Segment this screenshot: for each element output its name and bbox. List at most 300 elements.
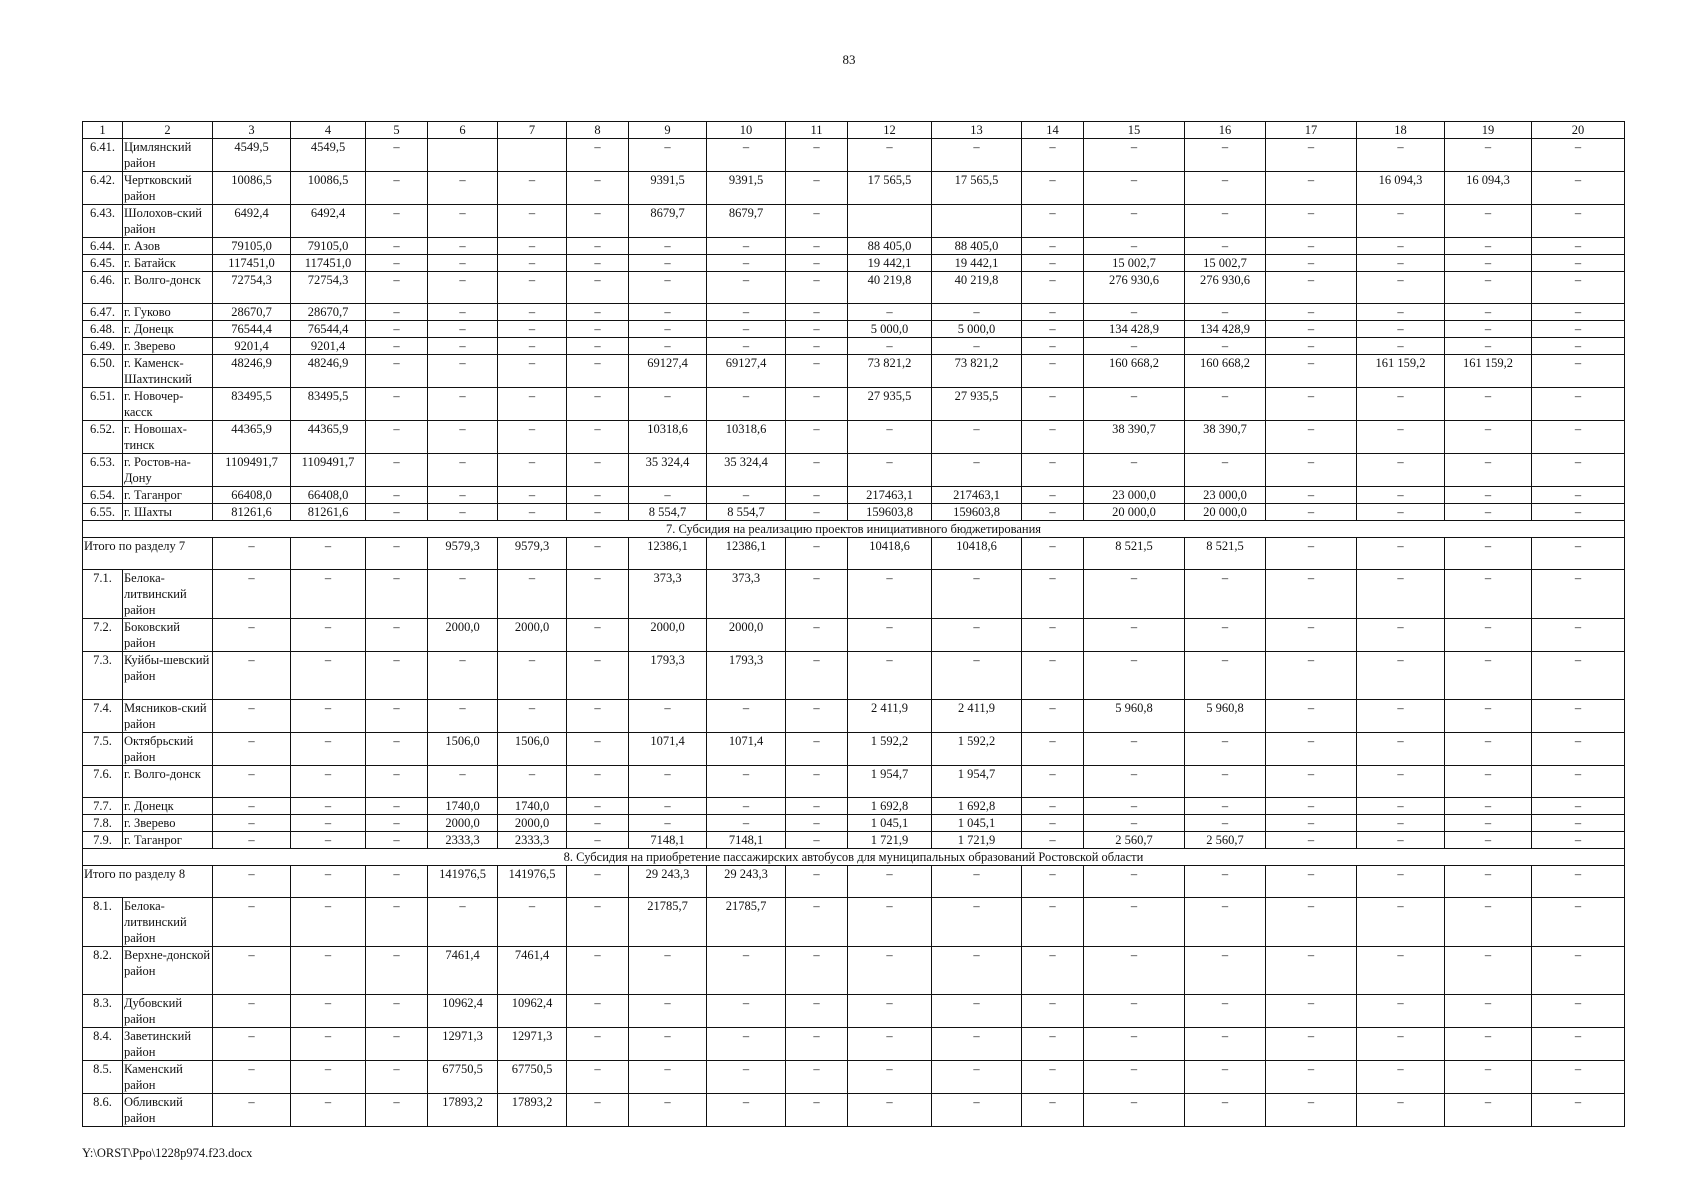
value-cell: – bbox=[366, 238, 428, 255]
value-cell: – bbox=[1445, 421, 1532, 454]
value-cell: – bbox=[498, 700, 567, 733]
value-cell: – bbox=[1084, 139, 1185, 172]
value-cell: – bbox=[1532, 355, 1625, 388]
value-cell: – bbox=[1266, 570, 1357, 619]
value-cell: – bbox=[932, 652, 1022, 700]
value-cell: – bbox=[1084, 172, 1185, 205]
value-cell: – bbox=[1022, 619, 1084, 652]
value-cell: – bbox=[1084, 815, 1185, 832]
column-number-header bbox=[83, 122, 1625, 139]
value-cell: 373,3 bbox=[629, 570, 707, 619]
value-cell: 15 002,7 bbox=[1185, 255, 1266, 272]
value-cell: – bbox=[567, 421, 629, 454]
value-cell: – bbox=[786, 321, 848, 338]
value-cell: – bbox=[1185, 1028, 1266, 1061]
value-cell: – bbox=[291, 798, 366, 815]
value-cell: – bbox=[1357, 421, 1445, 454]
value-cell: – bbox=[1357, 1094, 1445, 1127]
value-cell: – bbox=[1185, 798, 1266, 815]
value-cell: – bbox=[213, 733, 291, 766]
column-header-cell: 18 bbox=[1357, 122, 1445, 139]
value-cell: 1109491,7 bbox=[213, 454, 291, 487]
value-cell: – bbox=[1266, 766, 1357, 798]
value-cell: – bbox=[707, 388, 786, 421]
value-cell: – bbox=[366, 538, 428, 570]
value-cell: – bbox=[1357, 619, 1445, 652]
value-cell: – bbox=[1266, 272, 1357, 304]
value-cell: – bbox=[1445, 798, 1532, 815]
value-cell: – bbox=[1357, 947, 1445, 995]
value-cell: – bbox=[707, 947, 786, 995]
value-cell: – bbox=[786, 255, 848, 272]
row-number: 7.4. bbox=[83, 700, 123, 733]
value-cell: 7461,4 bbox=[428, 947, 498, 995]
value-cell: – bbox=[848, 898, 932, 947]
value-cell: – bbox=[1445, 139, 1532, 172]
value-cell: – bbox=[366, 421, 428, 454]
table-row bbox=[83, 321, 1625, 338]
value-cell: – bbox=[428, 338, 498, 355]
value-cell: 72754,3 bbox=[291, 272, 366, 304]
value-cell: – bbox=[1445, 1094, 1532, 1127]
value-cell: – bbox=[567, 947, 629, 995]
value-cell: – bbox=[1357, 995, 1445, 1028]
value-cell: 217463,1 bbox=[932, 487, 1022, 504]
value-cell: – bbox=[1022, 538, 1084, 570]
value-cell: 17 565,5 bbox=[932, 172, 1022, 205]
value-cell: 40 219,8 bbox=[932, 272, 1022, 304]
value-cell: – bbox=[1532, 1094, 1625, 1127]
value-cell: 2333,3 bbox=[498, 832, 567, 849]
value-cell: – bbox=[366, 504, 428, 521]
value-cell: – bbox=[213, 866, 291, 898]
value-cell: – bbox=[629, 321, 707, 338]
value-cell: 12971,3 bbox=[428, 1028, 498, 1061]
municipality-name: Чертковский район bbox=[123, 172, 213, 205]
value-cell: – bbox=[1445, 733, 1532, 766]
value-cell: – bbox=[786, 538, 848, 570]
value-cell: – bbox=[1266, 619, 1357, 652]
value-cell: 160 668,2 bbox=[1084, 355, 1185, 388]
value-cell: – bbox=[1266, 172, 1357, 205]
value-cell: – bbox=[567, 139, 629, 172]
municipality-name: г. Волго-донск bbox=[123, 272, 213, 304]
value-cell: – bbox=[428, 388, 498, 421]
row-number: 8.3. bbox=[83, 995, 123, 1028]
value-cell: – bbox=[1445, 652, 1532, 700]
value-cell: – bbox=[786, 1028, 848, 1061]
value-cell: – bbox=[366, 866, 428, 898]
row-number: 6.46. bbox=[83, 272, 123, 304]
value-cell: – bbox=[1084, 995, 1185, 1028]
row-number: 6.51. bbox=[83, 388, 123, 421]
value-cell: – bbox=[1266, 700, 1357, 733]
value-cell: – bbox=[366, 255, 428, 272]
value-cell: – bbox=[707, 995, 786, 1028]
value-cell: – bbox=[786, 898, 848, 947]
value-cell: – bbox=[567, 205, 629, 238]
table-row bbox=[83, 652, 1625, 700]
table-row bbox=[83, 1094, 1625, 1127]
value-cell: 373,3 bbox=[707, 570, 786, 619]
value-cell: 28670,7 bbox=[213, 304, 291, 321]
value-cell: 1109491,7 bbox=[291, 454, 366, 487]
value-cell: 76544,4 bbox=[213, 321, 291, 338]
value-cell: – bbox=[498, 304, 567, 321]
value-cell: 2000,0 bbox=[428, 619, 498, 652]
value-cell: – bbox=[213, 619, 291, 652]
value-cell: 12386,1 bbox=[707, 538, 786, 570]
value-cell: – bbox=[1022, 898, 1084, 947]
value-cell: – bbox=[567, 504, 629, 521]
value-cell: – bbox=[1532, 338, 1625, 355]
value-cell: – bbox=[567, 815, 629, 832]
value-cell: – bbox=[1445, 832, 1532, 849]
row-number: 6.54. bbox=[83, 487, 123, 504]
value-cell: 1 721,9 bbox=[848, 832, 932, 849]
value-cell: – bbox=[786, 832, 848, 849]
value-cell: – bbox=[786, 995, 848, 1028]
value-cell: 276 930,6 bbox=[1185, 272, 1266, 304]
row-number: 7.3. bbox=[83, 652, 123, 700]
value-cell: – bbox=[1084, 766, 1185, 798]
value-cell: 5 960,8 bbox=[1185, 700, 1266, 733]
value-cell: 217463,1 bbox=[848, 487, 932, 504]
value-cell: – bbox=[567, 1028, 629, 1061]
value-cell: – bbox=[498, 321, 567, 338]
value-cell: – bbox=[1185, 388, 1266, 421]
value-cell: – bbox=[1266, 338, 1357, 355]
value-cell: – bbox=[1445, 766, 1532, 798]
value-cell: 1 954,7 bbox=[848, 766, 932, 798]
value-cell: 27 935,5 bbox=[848, 388, 932, 421]
value-cell: – bbox=[1357, 898, 1445, 947]
value-cell: – bbox=[1445, 238, 1532, 255]
table-row bbox=[83, 255, 1625, 272]
value-cell: – bbox=[1084, 1094, 1185, 1127]
table-row bbox=[83, 1061, 1625, 1094]
municipality-name: г. Донецк bbox=[123, 321, 213, 338]
value-cell: – bbox=[291, 947, 366, 995]
value-cell: – bbox=[1266, 1028, 1357, 1061]
table-row bbox=[83, 1028, 1625, 1061]
value-cell: – bbox=[213, 898, 291, 947]
value-cell: – bbox=[1445, 304, 1532, 321]
value-cell: – bbox=[1266, 947, 1357, 995]
value-cell: 276 930,6 bbox=[1084, 272, 1185, 304]
value-cell: – bbox=[932, 1061, 1022, 1094]
value-cell: 9201,4 bbox=[291, 338, 366, 355]
value-cell: – bbox=[786, 619, 848, 652]
value-cell: – bbox=[707, 1028, 786, 1061]
value-cell: – bbox=[786, 766, 848, 798]
total-label: Итого по разделу 8 bbox=[83, 866, 213, 898]
value-cell: – bbox=[1532, 139, 1625, 172]
value-cell: – bbox=[707, 487, 786, 504]
value-cell: 81261,6 bbox=[213, 504, 291, 521]
value-cell: – bbox=[366, 700, 428, 733]
value-cell: 1 592,2 bbox=[932, 733, 1022, 766]
value-cell: 4549,5 bbox=[291, 139, 366, 172]
value-cell: – bbox=[1266, 798, 1357, 815]
value-cell: 7148,1 bbox=[707, 832, 786, 849]
value-cell: – bbox=[1532, 538, 1625, 570]
value-cell: – bbox=[1445, 700, 1532, 733]
value-cell: – bbox=[498, 272, 567, 304]
value-cell: – bbox=[428, 304, 498, 321]
value-cell: – bbox=[1022, 995, 1084, 1028]
value-cell: – bbox=[1532, 652, 1625, 700]
row-number: 6.48. bbox=[83, 321, 123, 338]
value-cell: – bbox=[291, 538, 366, 570]
value-cell: – bbox=[428, 454, 498, 487]
row-number: 8.4. bbox=[83, 1028, 123, 1061]
value-cell: – bbox=[932, 947, 1022, 995]
value-cell: 73 821,2 bbox=[848, 355, 932, 388]
value-cell: – bbox=[1266, 205, 1357, 238]
value-cell: – bbox=[786, 454, 848, 487]
value-cell: – bbox=[567, 321, 629, 338]
table-row bbox=[83, 487, 1625, 504]
value-cell: – bbox=[366, 1094, 428, 1127]
value-cell: 9579,3 bbox=[428, 538, 498, 570]
value-cell: – bbox=[1532, 947, 1625, 995]
value-cell: 15 002,7 bbox=[1084, 255, 1185, 272]
value-cell: – bbox=[213, 947, 291, 995]
value-cell: – bbox=[1445, 321, 1532, 338]
value-cell: – bbox=[366, 205, 428, 238]
value-cell: – bbox=[428, 570, 498, 619]
value-cell: 2000,0 bbox=[629, 619, 707, 652]
table-row bbox=[83, 238, 1625, 255]
value-cell: – bbox=[629, 798, 707, 815]
value-cell: 5 000,0 bbox=[848, 321, 932, 338]
value-cell: – bbox=[498, 898, 567, 947]
value-cell: – bbox=[707, 238, 786, 255]
value-cell: – bbox=[1357, 338, 1445, 355]
value-cell: – bbox=[707, 272, 786, 304]
value-cell: – bbox=[366, 388, 428, 421]
section-title: 8. Субсидия на приобретение пассажирских автобусов для муниципальных образований Ростовской области bbox=[83, 849, 1625, 866]
value-cell: 5 000,0 bbox=[932, 321, 1022, 338]
value-cell: – bbox=[1084, 947, 1185, 995]
value-cell: – bbox=[1266, 995, 1357, 1028]
table-row bbox=[83, 172, 1625, 205]
value-cell: – bbox=[629, 700, 707, 733]
table-row bbox=[83, 815, 1625, 832]
value-cell: 40 219,8 bbox=[848, 272, 932, 304]
value-cell: 6492,4 bbox=[213, 205, 291, 238]
value-cell: 48246,9 bbox=[291, 355, 366, 388]
value-cell: – bbox=[786, 1094, 848, 1127]
value-cell: – bbox=[1266, 421, 1357, 454]
value-cell: – bbox=[1022, 321, 1084, 338]
column-header-cell: 20 bbox=[1532, 122, 1625, 139]
value-cell: – bbox=[291, 733, 366, 766]
value-cell: – bbox=[1357, 238, 1445, 255]
value-cell: 10418,6 bbox=[932, 538, 1022, 570]
value-cell: – bbox=[848, 570, 932, 619]
row-number: 7.7. bbox=[83, 798, 123, 815]
value-cell: – bbox=[1266, 538, 1357, 570]
value-cell: 2 411,9 bbox=[932, 700, 1022, 733]
value-cell: – bbox=[786, 570, 848, 619]
table-row bbox=[83, 832, 1625, 849]
value-cell: – bbox=[213, 766, 291, 798]
value-cell: – bbox=[1185, 172, 1266, 205]
value-cell: – bbox=[366, 798, 428, 815]
value-cell: – bbox=[428, 766, 498, 798]
table-body bbox=[83, 122, 1625, 1127]
value-cell: – bbox=[786, 205, 848, 238]
value-cell: 23 000,0 bbox=[1084, 487, 1185, 504]
value-cell: 141976,5 bbox=[498, 866, 567, 898]
column-header-cell: 14 bbox=[1022, 122, 1084, 139]
value-cell: – bbox=[291, 766, 366, 798]
value-cell: – bbox=[498, 172, 567, 205]
value-cell: – bbox=[213, 1061, 291, 1094]
value-cell: – bbox=[1266, 652, 1357, 700]
table-row bbox=[83, 272, 1625, 304]
value-cell: – bbox=[786, 733, 848, 766]
table-row bbox=[83, 995, 1625, 1028]
row-number: 8.5. bbox=[83, 1061, 123, 1094]
value-cell: – bbox=[932, 866, 1022, 898]
value-cell: – bbox=[1357, 798, 1445, 815]
value-cell: – bbox=[428, 421, 498, 454]
value-cell: – bbox=[1357, 205, 1445, 238]
value-cell: – bbox=[1185, 570, 1266, 619]
value-cell: – bbox=[1084, 205, 1185, 238]
value-cell: – bbox=[629, 238, 707, 255]
value-cell: – bbox=[848, 1061, 932, 1094]
value-cell: 141976,5 bbox=[428, 866, 498, 898]
section-title: 7. Субсидия на реализацию проектов инициативного бюджетирования bbox=[83, 521, 1625, 538]
municipality-name: Шолохов-ский район bbox=[123, 205, 213, 238]
value-cell: – bbox=[428, 504, 498, 521]
value-cell: – bbox=[1022, 570, 1084, 619]
value-cell: – bbox=[1084, 338, 1185, 355]
value-cell: – bbox=[629, 995, 707, 1028]
table-row bbox=[83, 947, 1625, 995]
value-cell: – bbox=[786, 421, 848, 454]
value-cell: 159603,8 bbox=[848, 504, 932, 521]
value-cell: – bbox=[1357, 487, 1445, 504]
value-cell: – bbox=[366, 832, 428, 849]
value-cell: – bbox=[291, 866, 366, 898]
value-cell: – bbox=[1532, 619, 1625, 652]
value-cell: 2000,0 bbox=[707, 619, 786, 652]
value-cell: – bbox=[932, 619, 1022, 652]
value-cell: – bbox=[1532, 454, 1625, 487]
value-cell: – bbox=[1022, 733, 1084, 766]
value-cell: – bbox=[1445, 995, 1532, 1028]
value-cell: – bbox=[932, 1094, 1022, 1127]
value-cell: – bbox=[1266, 321, 1357, 338]
value-cell: – bbox=[848, 454, 932, 487]
value-cell: 2 560,7 bbox=[1185, 832, 1266, 849]
value-cell: – bbox=[1532, 272, 1625, 304]
value-cell: – bbox=[629, 1094, 707, 1127]
value-cell: – bbox=[498, 652, 567, 700]
value-cell: 72754,3 bbox=[213, 272, 291, 304]
value-cell: – bbox=[1532, 421, 1625, 454]
value-cell: – bbox=[932, 1028, 1022, 1061]
value-cell: 29 243,3 bbox=[707, 866, 786, 898]
value-cell: – bbox=[1185, 139, 1266, 172]
value-cell: – bbox=[366, 487, 428, 504]
value-cell: – bbox=[366, 454, 428, 487]
value-cell: – bbox=[567, 1094, 629, 1127]
table-row bbox=[83, 338, 1625, 355]
table-row bbox=[83, 421, 1625, 454]
value-cell: – bbox=[498, 338, 567, 355]
value-cell: 10962,4 bbox=[428, 995, 498, 1028]
value-cell: – bbox=[213, 832, 291, 849]
table-row bbox=[83, 388, 1625, 421]
value-cell: – bbox=[1357, 1061, 1445, 1094]
value-cell: – bbox=[291, 1094, 366, 1127]
value-cell: – bbox=[366, 947, 428, 995]
value-cell: – bbox=[366, 338, 428, 355]
value-cell: – bbox=[366, 304, 428, 321]
municipality-name: г. Донецк bbox=[123, 798, 213, 815]
table-row bbox=[83, 139, 1625, 172]
value-cell: – bbox=[1532, 255, 1625, 272]
value-cell: – bbox=[1532, 832, 1625, 849]
value-cell: – bbox=[567, 832, 629, 849]
value-cell: – bbox=[848, 139, 932, 172]
value-cell: – bbox=[1532, 487, 1625, 504]
value-cell: – bbox=[1022, 832, 1084, 849]
value-cell: – bbox=[1532, 766, 1625, 798]
municipality-name: г. Азов bbox=[123, 238, 213, 255]
page-number: 83 bbox=[842, 52, 856, 67]
value-cell: 16 094,3 bbox=[1357, 172, 1445, 205]
value-cell: – bbox=[786, 866, 848, 898]
row-number: 7.9. bbox=[83, 832, 123, 849]
value-cell: – bbox=[291, 652, 366, 700]
value-cell: – bbox=[1532, 798, 1625, 815]
value-cell: – bbox=[1532, 995, 1625, 1028]
value-cell: – bbox=[1084, 652, 1185, 700]
value-cell: – bbox=[1266, 898, 1357, 947]
column-header-cell: 3 bbox=[213, 122, 291, 139]
value-cell: 1 045,1 bbox=[932, 815, 1022, 832]
value-cell: – bbox=[213, 995, 291, 1028]
value-cell: – bbox=[567, 355, 629, 388]
value-cell: – bbox=[786, 272, 848, 304]
value-cell: – bbox=[567, 995, 629, 1028]
value-cell: 1 045,1 bbox=[848, 815, 932, 832]
value-cell: – bbox=[1266, 815, 1357, 832]
value-cell: – bbox=[1266, 487, 1357, 504]
value-cell: – bbox=[629, 487, 707, 504]
value-cell: 10318,6 bbox=[707, 421, 786, 454]
value-cell: – bbox=[428, 321, 498, 338]
value-cell: 76544,4 bbox=[291, 321, 366, 338]
value-cell: 12386,1 bbox=[629, 538, 707, 570]
value-cell: – bbox=[1445, 487, 1532, 504]
value-cell: – bbox=[498, 238, 567, 255]
value-cell: – bbox=[498, 255, 567, 272]
value-cell: 7148,1 bbox=[629, 832, 707, 849]
row-number: 8.6. bbox=[83, 1094, 123, 1127]
value-cell: – bbox=[213, 538, 291, 570]
value-cell: 7461,4 bbox=[498, 947, 567, 995]
value-cell: – bbox=[1022, 272, 1084, 304]
value-cell: – bbox=[1185, 304, 1266, 321]
